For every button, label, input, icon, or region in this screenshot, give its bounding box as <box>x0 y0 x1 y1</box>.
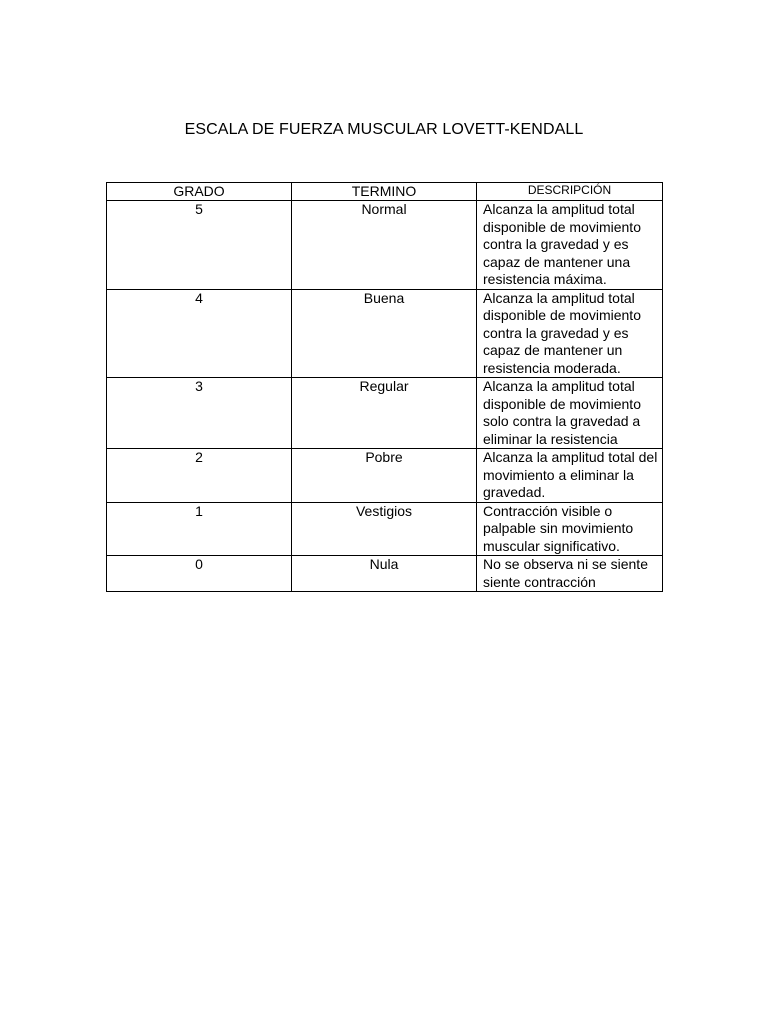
header-grado: GRADO <box>107 183 292 201</box>
table-header-row <box>107 183 663 201</box>
page-title: ESCALA DE FUERZA MUSCULAR LOVETT-KENDALL <box>184 121 584 138</box>
header-termino: TERMINO <box>292 183 477 201</box>
table-row <box>107 556 663 592</box>
cell-descripcion: Alcanza la amplitud total del movimiento a eliminar la gravedad. <box>477 449 663 503</box>
table-row <box>107 449 663 503</box>
cell-grado: 5 <box>107 201 292 290</box>
cell-termino: Vestigios <box>292 502 477 556</box>
cell-descripcion: No se observa ni se siente siente contracción <box>477 556 663 592</box>
cell-descripcion: Alcanza la amplitud total disponible de movimiento contra la gravedad y es capaz de mantener un resistencia moderada. <box>477 289 663 378</box>
cell-termino: Buena <box>292 289 477 378</box>
table-row <box>107 289 663 378</box>
cell-termino: Normal <box>292 201 477 290</box>
cell-grado: 3 <box>107 378 292 449</box>
cell-grado: 2 <box>107 449 292 503</box>
cell-termino: Nula <box>292 556 477 592</box>
table-row <box>107 502 663 556</box>
cell-grado: 1 <box>107 502 292 556</box>
table-row <box>107 201 663 290</box>
header-descripcion: DESCRIPCIÓN <box>477 183 663 201</box>
table-row <box>107 378 663 449</box>
cell-descripcion: Contracción visible o palpable sin movimiento muscular significativo. <box>477 502 663 556</box>
muscle-strength-table <box>106 182 663 592</box>
cell-termino: Pobre <box>292 449 477 503</box>
cell-grado: 0 <box>107 556 292 592</box>
cell-descripcion: Alcanza la amplitud total disponible de movimiento solo contra la gravedad a eliminar la resistencia <box>477 378 663 449</box>
cell-descripcion: Alcanza la amplitud total disponible de movimiento contra la gravedad y es capaz de mantener una resistencia máxima. <box>477 201 663 290</box>
cell-termino: Regular <box>292 378 477 449</box>
cell-grado: 4 <box>107 289 292 378</box>
